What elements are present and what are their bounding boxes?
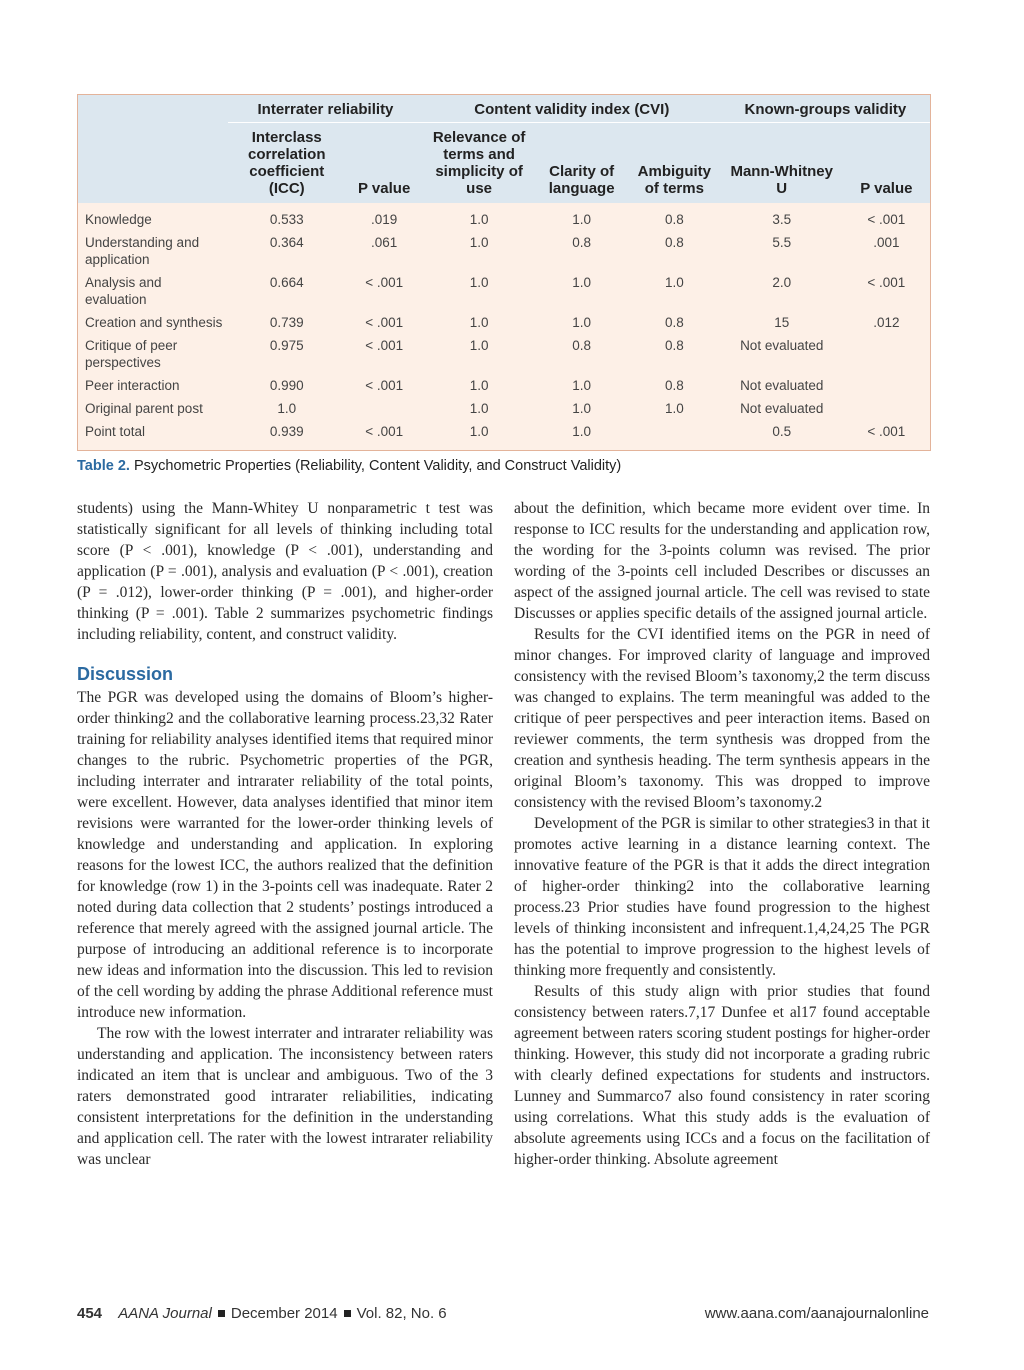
table-cell: 0.8	[572, 235, 592, 250]
table-row	[78, 420, 930, 450]
table-cell: 0.8	[664, 235, 684, 250]
paragraph: The row with the lowest interrater and intrarater reliability was understanding and application. The inconsistency between raters indicated an item that is unclear and ambiguous. Two of the 3 raters demonstrated good intrarater reliabilities, indicating consistent interpretations for the definition in the understanding and application cell. The rater with the lowest intrarater reliability was unclear	[77, 1025, 493, 1168]
row-label: Original parent post	[85, 401, 203, 416]
table-cell: 1.0	[572, 315, 592, 330]
col-header-p-value: P value	[345, 123, 422, 204]
col-header-icc: Interclass correlation coefficient (ICC)	[228, 123, 345, 204]
issue-date: December 2014	[230, 1305, 338, 1322]
table-cell: 1.0	[572, 401, 592, 416]
table-cell: 1.0	[664, 401, 684, 416]
paragraph: about the definition, which became more evident over time. In response to ICC results for the understanding and application row, the wording for the 3-points column was revised. The prior wording of the 3-points cell included Describes or discusses an aspect of the assigned journal article. The cell was revised to state Discusses or applies specific details of the assigned journal article.	[514, 500, 930, 622]
table-cell: .012	[873, 315, 900, 330]
separator-square-icon	[218, 1310, 225, 1317]
page-number: 454	[77, 1305, 103, 1322]
table-cell: 1.0	[572, 275, 592, 290]
table-cell: < .001	[867, 212, 906, 227]
col-header-clarity: Clarity of language	[535, 123, 628, 204]
table-cell: 1.0	[469, 315, 489, 330]
group-known-groups-validity: Known-groups validity	[721, 95, 930, 123]
table-cell: 0.975	[269, 338, 304, 353]
table-cell: 1.0	[664, 275, 684, 290]
group-content-validity-index: Content validity index (CVI)	[423, 95, 721, 123]
col-header-ambiguity: Ambiguity of terms	[628, 123, 721, 204]
table-cell: 0.364	[269, 235, 304, 250]
table-cell	[628, 420, 721, 450]
table-cell: 1.0	[469, 424, 489, 439]
header-blank-sub	[78, 123, 228, 204]
table-cell: 0.8	[664, 338, 684, 353]
table-cell: Not evaluated	[740, 401, 824, 416]
row-label: Creation and synthesis	[85, 315, 223, 330]
table-cell: 0.533	[269, 212, 304, 227]
table-cell: 0.8	[572, 338, 592, 353]
discussion-heading: Discussion	[77, 664, 174, 684]
journal-name: AANA Journal	[118, 1305, 212, 1322]
table-cell: 15	[774, 315, 790, 330]
col-header-p-value-2: P value	[843, 123, 930, 204]
table-cell: 1.0	[572, 212, 592, 227]
table-cell: 3.5	[772, 212, 792, 227]
table-cell: 0.5	[772, 424, 792, 439]
table-row	[78, 271, 930, 311]
table-row	[78, 203, 930, 231]
table-caption	[77, 458, 621, 474]
left-column	[77, 498, 493, 1170]
table-cell: 1.0	[469, 275, 489, 290]
paragraph: Results for the CVI identified items on the PGR in need of minor changes. For improved clarity of language and improved consistency with the revised Bloom’s taxonomy,2 the term discuss was changed to explains. The term meaningful was added to the critique of peer perspectives and peer interaction items. Based on reviewer comments, the term synthesis was dropped from the creation and synthesis heading. The term synthesis appears in the original Bloom’s taxonomy. This was dropped to improve consistency with the revised Bloom’s taxonomy.2	[514, 626, 930, 811]
row-label: Peer interaction	[85, 378, 180, 393]
table-cell	[843, 397, 930, 420]
table-row	[78, 397, 930, 420]
table-cell: 0.664	[269, 275, 304, 290]
table-cell: < .001	[365, 378, 404, 393]
journal-url[interactable]: www.aana.com/aanajournalonline	[704, 1305, 929, 1322]
table-cell: .019	[371, 212, 398, 227]
table-cell	[843, 374, 930, 397]
row-label: Point total	[85, 424, 146, 439]
group-interrater-reliability: Interrater reliability	[228, 95, 423, 123]
table-cell: < .001	[867, 424, 906, 439]
paragraph: The PGR was developed using the domains of Bloom’s higher-order thinking2 and the collaborative learning process.23,32 Rater training for reliability analyses identified items that required minor changes to the rubric. Psychometric properties of the PGR, including interrater and intrarater reliability of the total points, were excellent. However, data analyses identified that minor item revisions were warranted for the lower-order thinking levels of knowledge and understanding and application. In exploring reasons for the lowest ICC, the authors realized that the definition for knowledge (row 1) in the 3-points cell was inadequate. Rater 2 noted during data collection that 2 students’ postings introduced a reference that merely agreed with the assigned journal article. The purpose of introducing an additional reference is to incorporate new ideas and information into the discussion. This led to revision of the cell wording by adding the phrase Additional reference must introduce new information.	[77, 689, 493, 1021]
table-cell: 2.0	[772, 275, 792, 290]
table-cell: 1.0	[572, 424, 592, 439]
table-cell: 0.8	[664, 315, 684, 330]
paragraph: Results of this study align with prior studies that found consistency between raters.7,17 Dunfee et al17 found acceptable agreement between raters scoring student postings for higher-order thinking. However, this study did not incorporate a grading rubric with clearly defined expectations for students and instructors. Lunney and Summarco7 also found consistency in rater scoring using correlations. What this study adds is the evaluation of absolute agreements using ICCs and a focus on the facilitation of higher-order thinking. Absolute agreement	[514, 983, 930, 1168]
table-cell: 1.0	[469, 235, 489, 250]
table-cell: 1.0	[469, 212, 489, 227]
row-label: Knowledge	[85, 212, 152, 227]
table-cell	[345, 397, 422, 420]
row-label: Critique of peer perspectives	[85, 338, 178, 370]
table-cell: .061	[371, 235, 398, 250]
table-cell: 0.939	[269, 424, 304, 439]
table-cell: 1.0	[572, 378, 592, 393]
table-row	[78, 374, 930, 397]
caption-label: Table 2.	[77, 458, 130, 474]
col-header-mann-whitney: Mann-Whitney U	[721, 123, 843, 204]
table-cell: < .001	[365, 275, 404, 290]
caption-text: Psychometric Properties (Reliability, Content Validity, and Construct Validity)	[133, 458, 622, 474]
table-cell: < .001	[365, 315, 404, 330]
table-row	[78, 311, 930, 334]
table-cell: 1.0	[469, 378, 489, 393]
table-cell: < .001	[365, 424, 404, 439]
paragraph: students) using the Mann-Whitey U nonparametric t test was statistically significant for all levels of thinking including total score (P < .001), knowledge (P < .001), understanding and application (P = .001), analysis and evaluation (P < .001), creation (P = .012), lower-order thinking (P = .001), and higher-order thinking (P = .001). Table 2 summarizes psychometric findings including reliability, content, and construct validity.	[77, 500, 493, 643]
table-cell: 0.8	[664, 212, 684, 227]
paragraph: Development of the PGR is similar to other strategies3 in that it promotes active learning in a distance learning context. The innovative feature of the PGR is that it adds the direct integration of higher-order thinking2 into the collaborative learning process.23 Prior studies have found progression to the highest levels of thinking inconsistent and infrequent.1,4,24,25 The PGR has the potential to improve progression to the highest levels of thinking more frequently and consistently.	[514, 815, 930, 979]
table-cell	[843, 334, 930, 374]
row-label: Analysis and evaluation	[85, 275, 162, 307]
table-row	[78, 231, 930, 271]
table-cell: .001	[873, 235, 900, 250]
table-cell: < .001	[365, 338, 404, 353]
table-cell: 1.0	[469, 338, 489, 353]
table-cell: 0.739	[269, 315, 304, 330]
table-cell: Not evaluated	[740, 378, 824, 393]
volume-number: Vol. 82, No. 6	[356, 1305, 447, 1322]
table-cell: 1.0	[277, 401, 297, 416]
header-blank	[78, 95, 228, 123]
table-row	[78, 334, 930, 374]
table-cell: < .001	[867, 275, 906, 290]
table-cell: 0.990	[269, 378, 304, 393]
separator-square-icon	[344, 1310, 351, 1317]
row-label: Understanding and application	[85, 235, 200, 267]
col-header-relevance: Relevance of terms and simplicity of use	[423, 123, 535, 204]
table-cell: 5.5	[772, 235, 792, 250]
table-cell: 0.8	[664, 378, 684, 393]
table-cell: Not evaluated	[740, 338, 824, 353]
table-cell: 1.0	[469, 401, 489, 416]
psychometric-table	[77, 94, 931, 451]
page-footer	[77, 1305, 929, 1322]
right-column	[514, 498, 930, 1170]
